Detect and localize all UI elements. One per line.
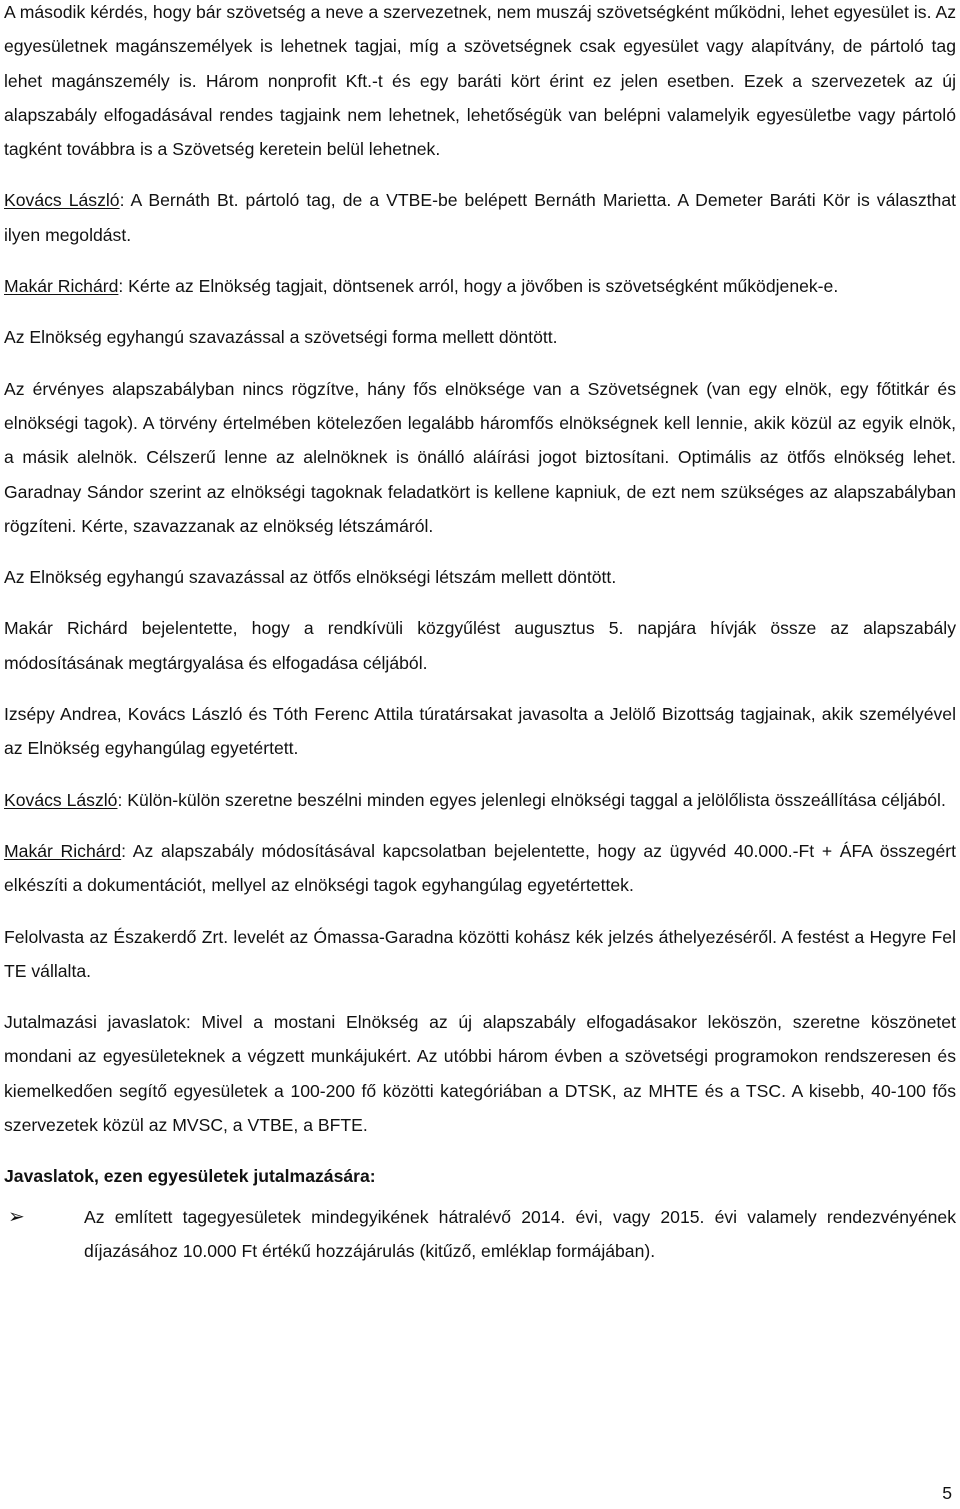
speaker-name: Makár Richárd [4,840,122,861]
paragraph-text: Jutalmazási javaslatok: Mivel a mostani Elnökség az új alapszabály elfogadásakor leköszön, szeretne köszönetet mondani az egyesületeknek a végzett munkájukért. Az utóbbi három évben a szövetségi programokon rendszeresen és kiemelkedően segítő egyesületek a 100-200 fő közötti kategóriában a DTSK, az MHTE és a TSC. A kisebb, 40-100 fős szervezetek közül az MVSC, a VTBE, a BFTE. [4,1012,956,1136]
paragraph-board-size [4,372,956,543]
paragraph-text: : Az alapszabály módosításával kapcsolatban bejelentette, hogy az ügyvéd 40.000.-Ft + ÁFA összegért elkészíti a dokumentációt, mellyel az elnökségi tagok egyhangúlag egyetértettek. [4,840,956,896]
page-number: 5 [942,1483,952,1503]
paragraph-text: Felolvasta az Északerdő Zrt. levelét az Ómassa-Garadna közötti kohász kék jelzés áthelyezéséről. A festést a Hegyre Fel TE vállalta. [4,926,956,981]
speaker-name: Makár Richárd [4,276,119,297]
paragraph-decision-size [4,560,956,594]
paragraph-text: : A Bernáth Bt. pártoló tag, de a VTBE-be belépett Bernáth Marietta. A Demeter Baráti Kör is választhat ilyen megoldást. [4,190,956,245]
paragraph-awards [4,1005,956,1142]
paragraph-trail-letter [4,920,956,989]
paragraph-text: : Kérte az Elnökség tagjait, döntsenek arról, hogy a jövőben is szövetségként működjenek-e. [118,276,839,297]
paragraph-makar-lawyer [4,834,956,903]
paragraph-makar-question [4,269,956,303]
paragraph-text: Az érvényes alapszabályban nincs rögzítve, hány fős elnöksége van a Szövetségnek (van egy elnök, egy főtitkár és elnökségi tagok). A törvény értelmében kötelezően legalább háromfős elnökségnek kell lennie, akik közül az egyik elnök, a másik alelnök. Célszerű lenne az alelnöknek is önálló aláírási jogot biztosítani. Optimális az ötfős elnökség lehet. Garadnay Sándor szerint az elnökségi tagoknak feladatkört is kellene kapniuk, de ezt nem szükséges az alapszabályban rögzíteni. Kérte, szavazzanak az elnökség létszámáról. [4,378,956,536]
paragraph-kovacs-bernath [4,183,956,252]
section-heading: Javaslatok, ezen egyesületek jutalmazására: [4,1166,376,1187]
paragraph-text: Az Elnökség egyhangú szavazással az ötfős elnökségi létszám mellett döntött. [4,567,617,588]
paragraph-text: Az Elnökség egyhangú szavazással a szövetségi forma mellett döntött. [4,327,558,348]
speaker-name: Kovács László [4,789,118,810]
bullet-item [4,1200,956,1269]
document-page [4,0,956,1509]
paragraph-text: Izsépy Andrea, Kovács László és Tóth Ferenc Attila túratársakat javasolta a Jelölő Bizottság tagjainak, akik személyével az Elnökség egyhangúlag egyetértett. [4,704,956,759]
paragraph-general-assembly [4,611,956,680]
arrow-bullet-icon: ➢ [8,1205,25,1228]
paragraph-association-form [4,0,956,166]
paragraph-kovacs-candidates [4,783,956,817]
paragraph-decision-form [4,320,956,354]
paragraph-nomination-committee [4,697,956,766]
paragraph-text: A második kérdés, hogy bár szövetség a neve a szervezetnek, nem muszáj szövetségként működni, lehet egyesület is. Az egyesületnek magánszemélyek is lehetnek tagjai, míg a szövetségnek csak egyesület vagy alapítvány, de pártoló tag lehet magánszemély is. Három nonprofit Kft.-t és egy baráti kört érint ez jelen esetben. Ezek a szervezetek az új alapszabály elfogadásával rendes tagjaink nem lehetnek, lehetőségük van belépni valamelyik egyesületbe vagy pártoló tagként továbbra is a Szövetség keretein belül lehetnek. [4,2,956,160]
paragraph-text: : Külön-külön szeretne beszélni minden egyes jelenlegi elnökségi taggal a jelölőlista összeállítása céljából. [117,789,946,810]
bullet-text: Az említett tagegyesületek mindegyikének hátralévő 2014. évi, vagy 2015. évi valamely rendezvényének díjazásához 10.000 Ft értékű hozzájárulás (kitűző, emléklap formájában). [84,1206,956,1261]
speaker-name: Kovács László [4,190,120,211]
paragraph-text: Makár Richárd bejelentette, hogy a rendkívüli közgyűlést augusztus 5. napjára hívják össze az alapszabály módosításának megtárgyalása és elfogadása céljából. [4,618,956,673]
